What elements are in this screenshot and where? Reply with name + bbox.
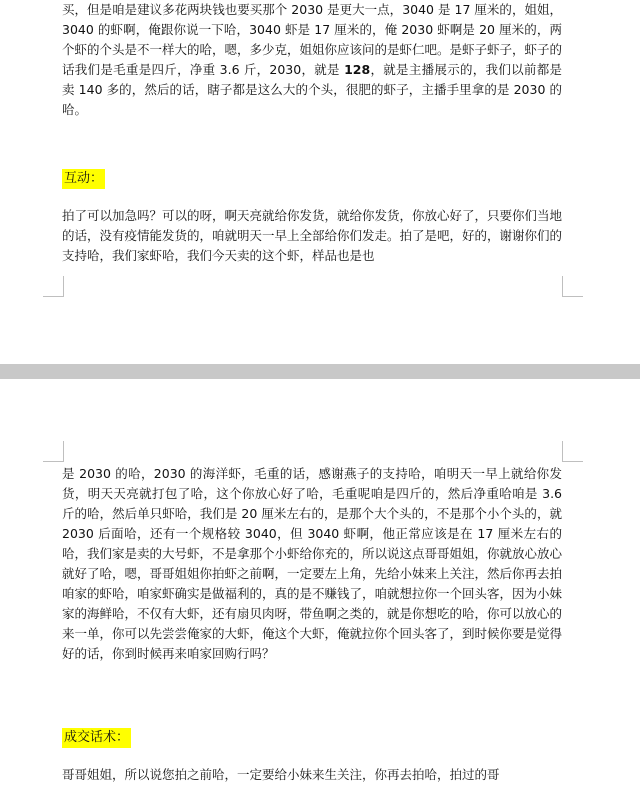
margin-mark-top-right — [562, 441, 583, 462]
paragraph-text-continued: ，就是主播展示的，我们以前都是卖 140 多的，然后的话，瞎子都是这么大的个头，很肥的虾子，主播手里拿的是 2030 的哈。 — [62, 62, 562, 117]
paragraph-interaction: 拍了可以加急吗？可以的呀，啊天亮就给你发货，就给你发货，你放心好了，只要你们当地的话，没有疫情能发货的，咱就明天一早上全部给你们发走。拍了是吧，好的，谢谢你们的支持哈，我们家虾哈，我们今天卖的这个虾，样品也是也 — [62, 208, 563, 263]
document-page-2 — [0, 379, 640, 785]
margin-mark-bottom-left — [43, 276, 64, 297]
page-separator — [0, 364, 640, 379]
price-bold: 128 — [344, 62, 371, 77]
paragraph-closing: 哥哥姐姐，所以说您拍之前哈，一定要给小妹来生关注，你再去拍哈，拍过的哥 — [62, 767, 500, 782]
paragraph-shrimp-specs — [62, 0, 562, 120]
document-page-1 — [0, 0, 640, 364]
margin-mark-bottom-right — [562, 276, 583, 297]
heading-interaction: 互动： — [62, 169, 105, 189]
paragraph-sales-pitch: 是 2030 的哈，2030 的海洋虾，毛重的话，感谢燕子的支持哈，咱明天一早上就给你发货，明天天亮就打包了哈，这个你放心好了哈，毛重呢咱是四斤的，然后净重哈咱是 3.6 斤的哈，然后单只虾哈，我们是 20 厘米左右的，是那个大个头的，不是那个小个头的，就 2030 后面哈，还有一个规格较 3040，但 3040 虾啊，他正常应该是在 17 厘米左右的哈，我们家是卖的大号虾，不是拿那个小虾给你充的，所以说这点哥哥姐姐，你就放心放心就好了哈，嗯，哥哥姐姐你拍虾之前啊，一定要左上角，先给小妹来上关注，然后你再去拍咱家的虾哈，咱家虾确实是做福利的，真的是不赚钱了，咱就想拉你一个回头客，因为小妹家的海鲜哈，不仅有大虾，还有扇贝肉呀，带鱼啊之类的，就是你想吃的哈，你可以放心的来一单，你可以先尝尝俺家的大虾，俺这个大虾，俺就拉你个回头客了，到时候你要是觉得好的话，你到时候再来咱家回购行吗？ — [62, 466, 563, 661]
paragraph-text: 买，但是咱是建议多花两块钱也要买那个 2030 是更大一点，3040 是 17 厘米的，姐姐，3040 的虾啊，俺跟你说一下哈，3040 虾是 17 厘米的，俺 2030 虾啊是 20 厘米的，两个虾的个头是不一样大的哈，嗯，多少克，姐姐你应该问的是虾仁吧。是虾子虾子，虾子的话我们是毛重是四斤，净重 3.6 斤，2030，就是 — [62, 2, 563, 77]
margin-mark-top-left — [43, 441, 64, 462]
heading-closing-script: 成交话术： — [62, 728, 131, 748]
